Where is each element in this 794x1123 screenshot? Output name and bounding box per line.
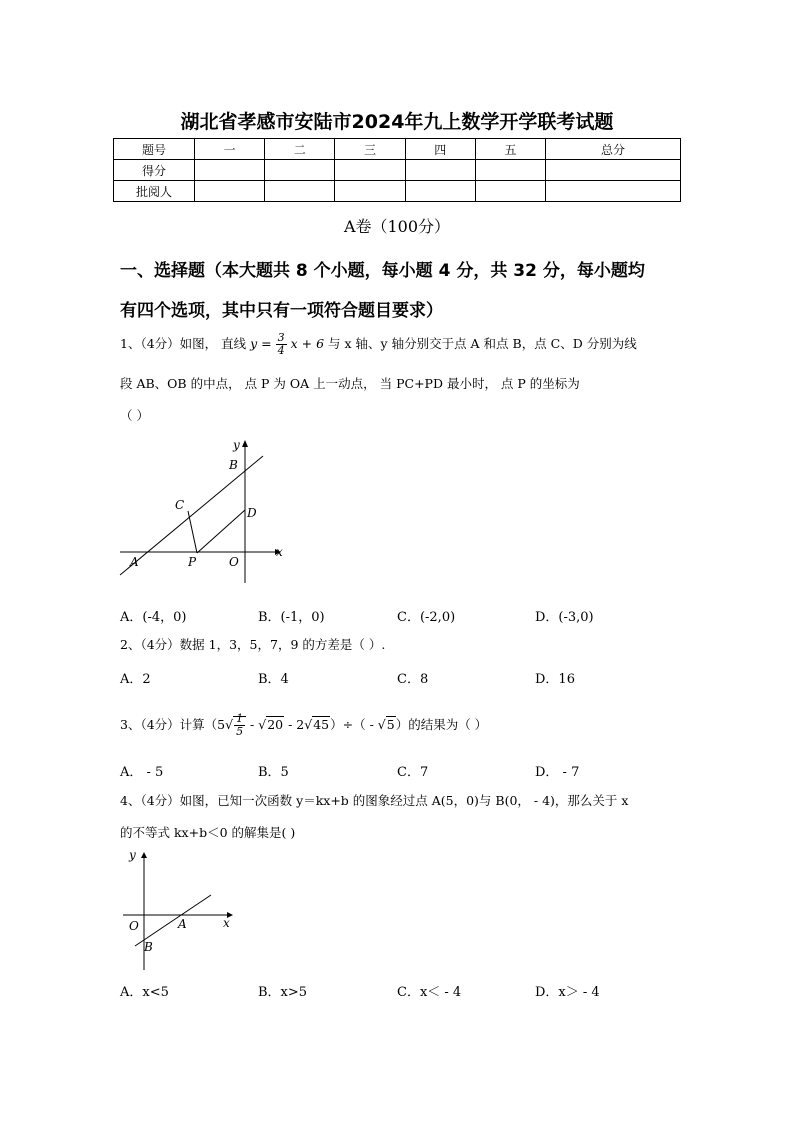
q3-prefix: 3、（4分）计算（5 [120,717,226,732]
q1-prefix: 1、（4分）如图， 直线 [120,336,247,351]
q1-frac-den: 4 [277,344,285,357]
q1-label-b: B [229,458,238,472]
q3-minus1: - [246,717,259,732]
score-table-row [114,181,681,202]
q4-label-b: B [144,940,153,954]
q1-frac-num: 3 [277,331,285,344]
q1-line3: （ ） [120,408,149,423]
q3-option-c[interactable]: C．7 [397,765,429,780]
q2-option-b[interactable]: B．4 [258,672,289,687]
score-cell[interactable] [265,181,335,202]
q4-option-d[interactable]: D．x＞ - 4 [535,985,600,1000]
q4-label-y: y [129,848,136,862]
q1-option-a[interactable]: A．(-4，0) [120,610,187,625]
q1-figure [115,435,290,590]
score-table-row [114,160,681,181]
header-cell: 四 [405,139,475,160]
q1-y-var: y [250,336,258,351]
header-cell: 二 [265,139,335,160]
q3-suffix: ）的结果为（ ） [395,717,488,732]
q2-option-a[interactable]: A．2 [120,672,151,687]
q3-middle: ）÷（ - [330,717,378,732]
q3-root-45: 45 [313,717,330,732]
score-cell[interactable] [475,181,545,202]
q1-label-x: x [276,545,283,559]
q3-option-d[interactable]: D． - 7 [535,765,580,780]
q4-line1: 4、（4分）如图，已知一次函数 y＝kx+b 的图象经过点 A(5，0)与 B(0， - 4)，那么关于 x [120,793,629,808]
header-cell: 五 [475,139,545,160]
q4-line-ab [135,895,211,946]
q3-root-5: 5 [386,717,395,732]
q1-option-d[interactable]: D．(-3,0) [535,610,594,625]
score-cell[interactable] [546,160,681,181]
score-cell[interactable] [405,181,475,202]
q3-option-a[interactable]: A． - 5 [120,765,164,780]
score-cell[interactable] [195,160,265,181]
q1-y-arrow [242,440,248,447]
q1-label-y: y [233,438,240,452]
q4-label-x: x [223,916,230,930]
section-heading-line2: 有四个选项，其中只有一项符合题目要求） [120,301,443,321]
q1-label-a: A [130,555,139,569]
score-table [113,138,681,202]
q4-label-a: A [178,917,187,931]
score-cell[interactable] [475,160,545,181]
q3-minus2: - 2 [284,717,305,732]
q1-line2: 段 AB、OB 的中点， 点 P 为 OA 上一动点， 当 PC+PD 最小时， 点 P 的坐标为 [120,376,580,391]
header-cell: 题号 [114,139,195,160]
section-heading-line1: 一、选择题（本大题共 8 个小题，每小题 4 分，共 32 分，每小题均 [120,261,645,281]
q4-figure [115,845,240,973]
q3-frac-den: 5 [236,725,244,738]
score-cell[interactable] [195,181,265,202]
q1-eq: = [261,336,272,351]
score-table-header-row [114,139,681,160]
q1-option-b[interactable]: B．(-1，0) [258,610,325,625]
q1-line1 [120,332,637,357]
row-label: 得分 [114,160,195,181]
q3-frac-num: 1 [236,712,244,725]
header-cell: 一 [195,139,265,160]
q4-line2: 的不等式 kx+b＜0 的解集是( ) [120,825,296,840]
q1-segment-pd [197,510,245,553]
row-label: 批阅人 [114,181,195,202]
q3-line: 3、（4分）计算（5√ $\frac{1}{5}$ - √20 - 2√45）÷（ - √5）的结果为（ ） [120,712,488,738]
q3-root-20: 20 [267,717,284,732]
score-cell[interactable] [335,181,405,202]
q4-option-a[interactable]: A．x<5 [120,985,169,1000]
q1-suffix: 与 x 轴、y 轴分别交于点 A 和点 B，点 C、D 分别为线 [328,336,637,351]
q2-option-c[interactable]: C．8 [397,672,429,687]
q4-option-b[interactable]: B．x>5 [258,985,308,1000]
q1-label-o: O [229,555,239,569]
q1-label-c: C [175,498,185,512]
score-cell[interactable] [335,160,405,181]
q4-y-arrow [141,852,147,858]
q1-fraction [276,332,287,357]
page-title: 湖北省孝感市安陆市2024年九上数学开学联考试题 [180,111,614,133]
score-cell[interactable] [265,160,335,181]
header-cell: 三 [335,139,405,160]
q1-option-c[interactable]: C．(-2,0) [397,610,456,625]
score-cell[interactable] [405,160,475,181]
q2-text: 2、（4分）数据 1，3，5，7，9 的方差是（ ）. [120,637,386,652]
q1-segment-pc [188,511,197,553]
q1-label-p: P [188,555,197,569]
volume-heading: A卷（100分） [343,217,451,236]
q3-option-b[interactable]: B．5 [258,765,289,780]
q1-expr-tail: x + 6 [290,336,325,351]
header-cell: 总分 [546,139,681,160]
q4-option-c[interactable]: C．x＜ - 4 [397,985,462,1000]
q3-fraction [234,713,245,738]
q2-option-d[interactable]: D．16 [535,672,575,687]
q1-label-d: D [247,506,257,520]
q4-label-o: O [129,919,139,933]
score-cell[interactable] [546,181,681,202]
